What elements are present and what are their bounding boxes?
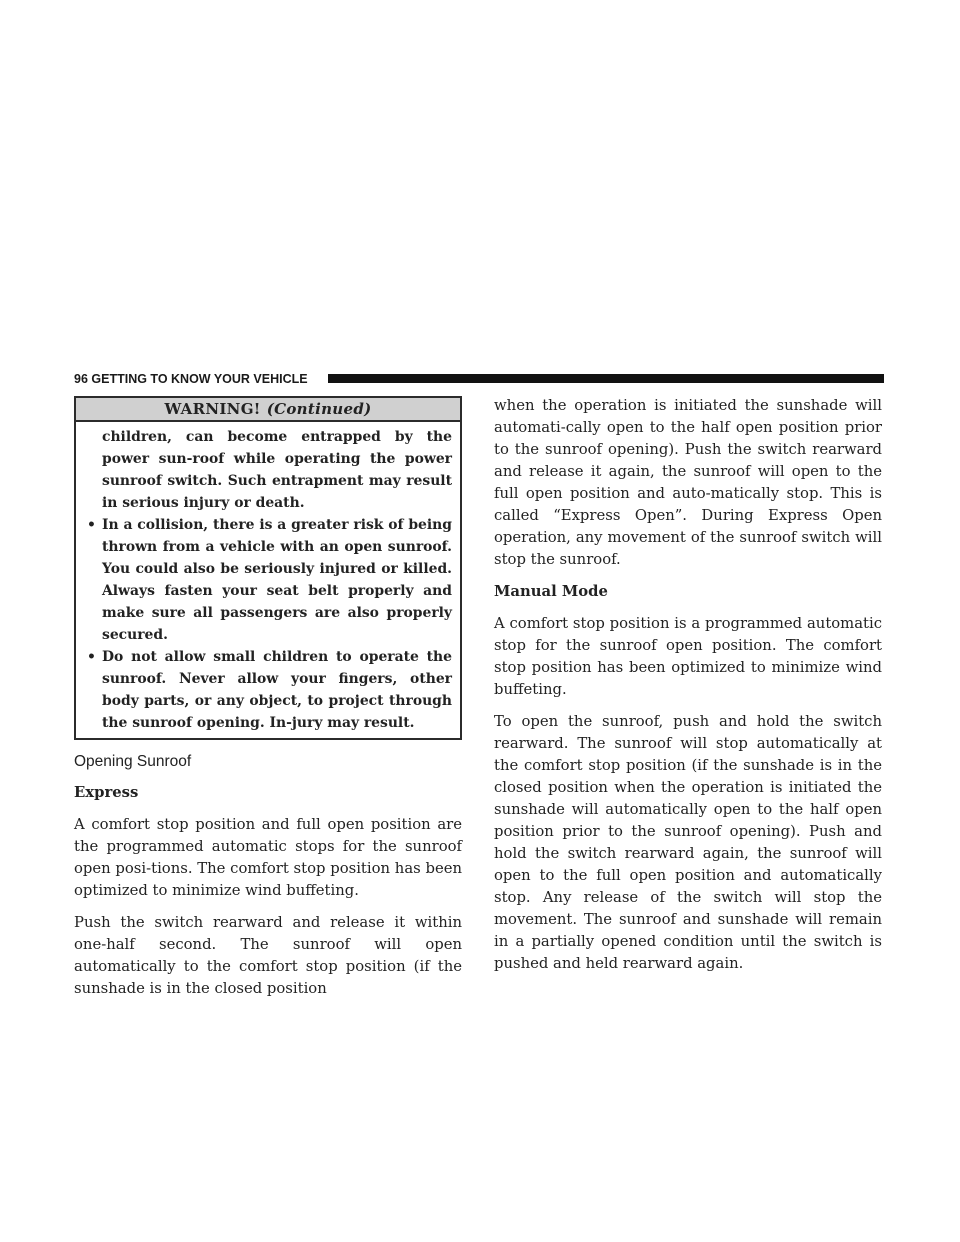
warning-box [74,396,462,740]
warning-bullet-item [84,646,452,734]
warning-lead-text: children, can become entrapped by the power sun-roof while operating the power sunroof switch. Such entrapment may result in serious injury or death. [102,429,452,511]
section-heading: Opening Sunroof [74,753,192,770]
manual-mode-heading: Manual Mode [494,583,608,600]
manual-paragraph-1: A comfort stop position is a programmed automatic stop for the sunroof open position. The comfort stop position has been optimized to minimize wind buffeting. [494,615,882,698]
express-paragraph-2-continued: when the operation is initiated the sunshade will automati-cally open to the half open position prior to the sunroof opening). Push the switch rearward and release it again, the sunroof will open to the full open position and auto-matically stop. This is called “Express Open”. During Express Open operation, any movement of the sunroof switch will stop the sunroof. [494,397,882,568]
warning-bullet-text: In a collision, there is a greater risk of being thrown from a vehicle with an open sunroof. You could also be seriously injured or killed. Always fasten your seat belt properly and make sure all passengers are also properly secured. [102,517,452,643]
express-paragraph-2-start: Push the switch rearward and release it within one-half second. The sunroof will open automatically to the comfort stop position (if the sunshade is in the closed position [74,914,462,997]
warning-header [76,398,460,422]
express-heading: Express [74,784,139,801]
page-number: 96 [74,372,88,386]
warning-body [76,422,460,738]
express-paragraph-1: A comfort stop position and full open position are the programmed automatic stops for the sunroof open posi-tions. The comfort stop position has been optimized to minimize wind buffeting. [74,816,462,899]
left-column [74,396,462,1010]
warning-continued: (Continued) [266,400,372,418]
header-rule [328,374,884,383]
page-header [74,371,886,387]
bullet-icon: • [87,517,96,533]
page-header-label [74,371,308,387]
warning-bullet-text: Do not allow small children to operate the sunroof. Never allow your fingers, other body parts, or any object, to project through the sunroof opening. In-jury may result. [102,649,452,731]
right-column [494,395,882,985]
warning-title: WARNING! [164,400,261,418]
section-title: GETTING TO KNOW YOUR VEHICLE [91,372,308,386]
warning-bullet-item [84,514,452,646]
bullet-icon: • [87,649,96,665]
manual-paragraph-2: To open the sunroof, push and hold the switch rearward. The sunroof will stop automatically at the comfort stop position (if the sunshade is in the closed position when the operation is initiated the sunshade will automatically open to the half open position prior to the sunroof opening). Push and hold the switch rearward again, the sunroof will open to the full open position and automatically stop. Any release of the switch will stop the movement. The sunroof and sunshade will remain in a partially opened condition until the switch is pushed and held rearward again. [494,713,882,972]
